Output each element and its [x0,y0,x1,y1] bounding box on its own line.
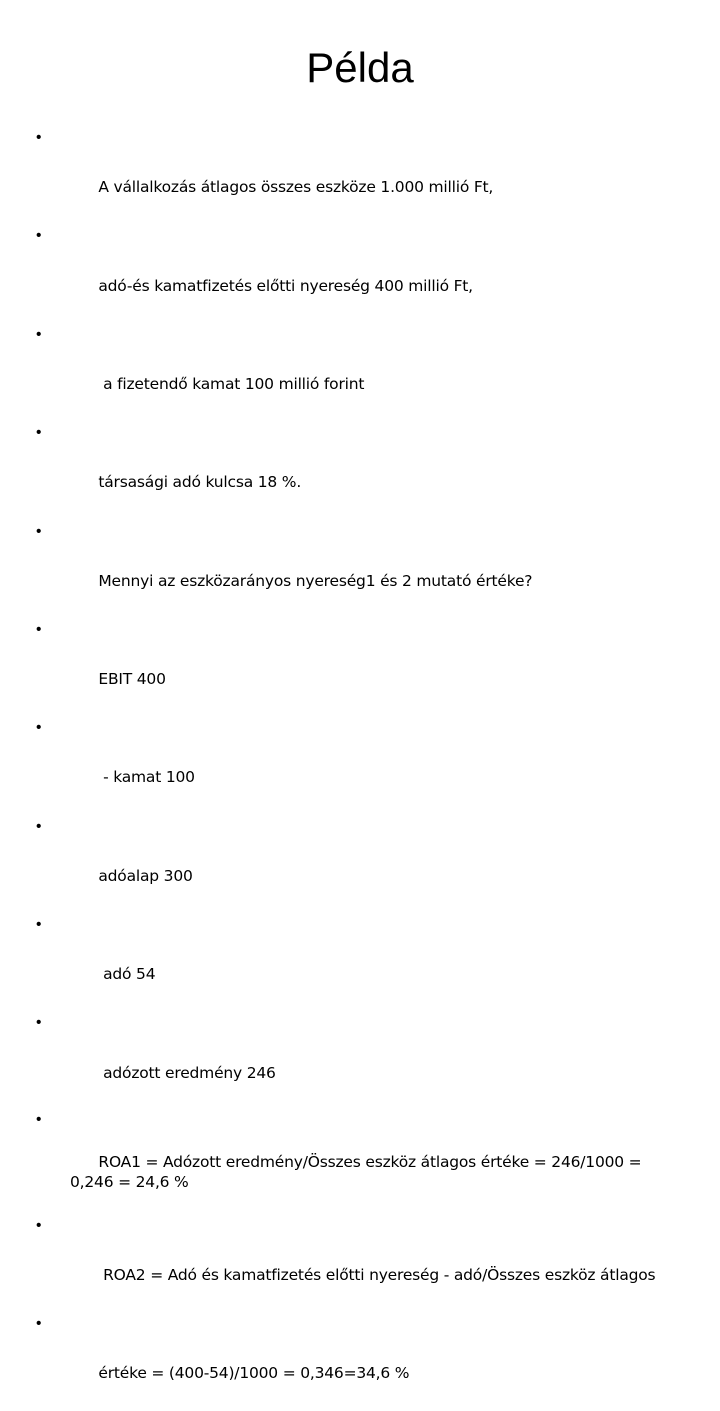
bullet-dot-icon: • [36,916,42,933]
bullet-text: a fizetendő kamat 100 millió forint [98,374,365,393]
bullet-text: értéke = (400-54)/1000 = 0,346=34,6 % [98,1364,410,1383]
bullet-text: Mennyi az eszközarányos nyereség1 és 2 mutató értéke? [98,571,533,590]
bullet-text: EBIT 400 [98,670,166,689]
bullet-item [36,224,676,322]
bullet-text: adóalap 300 [98,866,193,885]
bullet-text: ROA1 = Adózott eredmény/Összes eszköz átlagos értéke = 246/1000 = 0,246 = 24,6 % [70,1152,647,1191]
bullet-dot-icon: • [36,719,42,737]
bullet-dot-icon: • [36,522,42,540]
bullet-item [36,815,676,913]
bullet-dot-icon: • [36,1315,42,1333]
bullet-item [36,126,676,224]
bullet-list [36,126,676,1411]
bullet-dot-icon: • [36,424,42,442]
bullet-text: A vállalkozás átlagos összes eszköze 1.000 millió Ft, [98,178,494,197]
bullet-item [36,618,676,716]
bullet-text: - kamat 100 [98,768,195,787]
bullet-text: ROA2 = Adó és kamatfizetés előtti nyereség - adó/Összes eszköz átlagos [98,1265,656,1284]
bullet-item [36,913,676,1011]
bullet-item [36,520,676,618]
bullet-dot-icon: • [36,1014,42,1032]
bullet-text: adó 54 [98,965,156,984]
bullet-text: adó-és kamatfizetés előtti nyereség 400 millió Ft, [98,276,473,295]
bullet-dot-icon: • [36,620,42,638]
bullet-dot-icon: • [36,817,42,835]
bullet-dot-icon: • [36,227,42,245]
bullet-dot-icon: • [36,1216,42,1234]
bullet-item [36,421,676,519]
bullet-text: adózott eredmény 246 [98,1063,276,1082]
bullet-item [36,1110,676,1214]
bullet-item [36,1214,676,1312]
bullet-dot-icon: • [36,1110,42,1128]
bullet-text: társasági adó kulcsa 18 %. [98,473,302,492]
bullet-item [36,1312,676,1410]
bullet-item [36,716,676,814]
bullet-item [36,323,676,421]
bullet-dot-icon: • [36,325,42,343]
bullet-dot-icon: • [36,129,42,146]
slide-title: Példa [306,44,414,91]
bullet-item [36,1011,676,1109]
